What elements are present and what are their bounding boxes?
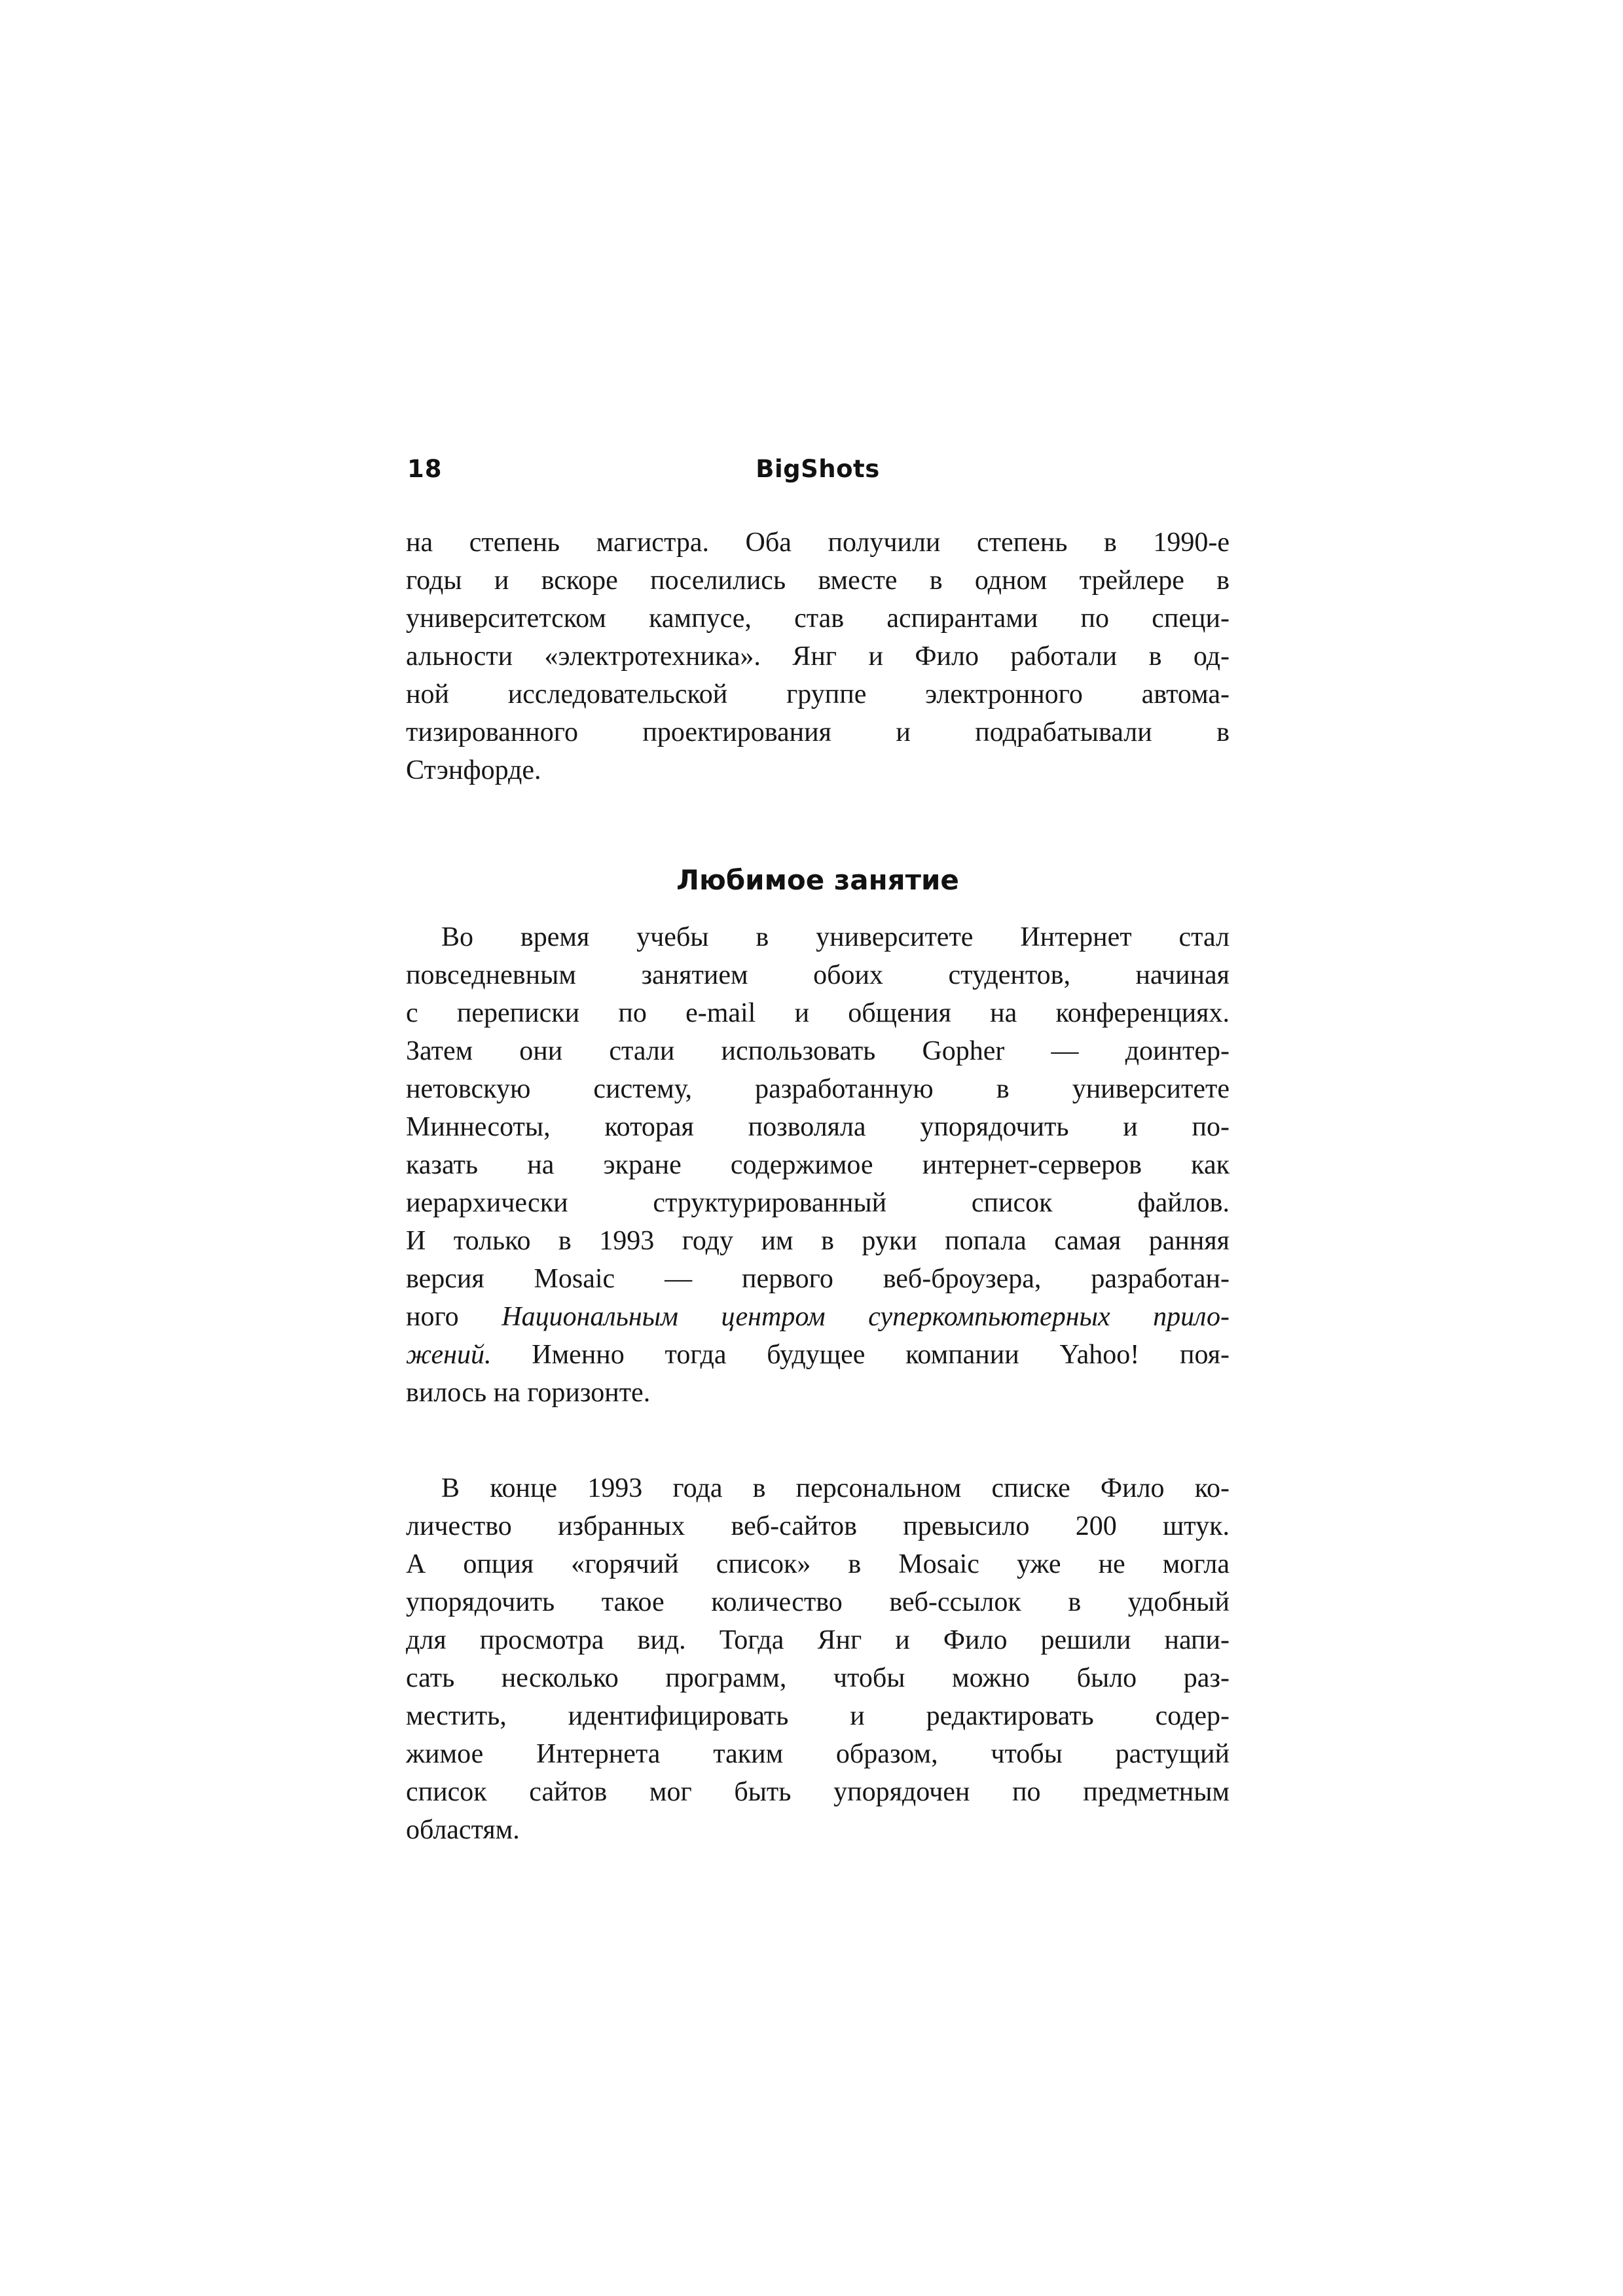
text-segment: Во время учебы в университете Интернет стал [441,922,1230,952]
text-line [406,956,1230,994]
text-line [406,1032,1230,1070]
text-segment: с переписки по e-mail и общения на конференциях. [406,998,1230,1028]
italic-text: Национальным центром суперкомпьютерных прило- [501,1302,1230,1332]
text-line [406,1469,1230,1507]
text-line [406,1374,1230,1412]
text-line [406,1773,1230,1811]
paragraph [406,1469,1230,1849]
running-header [406,454,1230,484]
text-line [406,1811,1230,1849]
text-segment: А опция «горячий список» в Mosaic уже не могла [406,1549,1230,1579]
text-line [406,637,1230,675]
text-segment: нетовскую систему, разработанную в университете [406,1074,1230,1104]
text-line [406,1184,1230,1222]
text-line [406,1298,1230,1336]
text-segment: повседневным занятием обоих студентов, начиная [406,960,1230,990]
paragraph [406,524,1230,789]
text-line [406,1659,1230,1697]
text-line [406,1146,1230,1184]
text-segment: жимое Интернета таким образом, чтобы растущий [406,1739,1230,1769]
page-number: 18 [407,455,443,483]
text-line [406,1697,1230,1735]
text-line [406,918,1230,956]
text-segment: ной исследовательской группе электронного автома- [406,679,1230,709]
text-line [406,600,1230,637]
text-segment: сать несколько программ, чтобы можно было раз- [406,1663,1230,1693]
text-segment: для просмотра вид. Тогда Янг и Фило решили напи- [406,1625,1230,1655]
text-segment: областям. [406,1815,520,1845]
text-segment: иерархически структурированный список файлов. [406,1188,1230,1218]
text-line [406,994,1230,1032]
text-line [406,1583,1230,1621]
text-line [406,1735,1230,1773]
text-segment: казать на экране содержимое интернет-серверов как [406,1150,1230,1180]
text-segment: вилось на горизонте. [406,1378,651,1408]
text-segment: ного [406,1302,502,1332]
text-line [406,1070,1230,1108]
text-segment: Миннесоты, которая позволяла упорядочить и по- [406,1112,1230,1142]
text-line [406,1545,1230,1583]
text-line [406,1260,1230,1298]
text-segment: альности «электротехника». Янг и Фило работали в од- [406,641,1230,672]
text-line [406,1108,1230,1146]
text-segment: И только в 1993 году им в руки попала самая ранняя [406,1226,1230,1256]
text-segment: В конце 1993 года в персональном списке Фило ко- [441,1473,1230,1503]
text-line [406,1336,1230,1374]
text-line [406,524,1230,562]
text-block [406,524,1230,1849]
text-segment: местить, идентифицировать и редактировать содер- [406,1701,1230,1731]
text-segment: версия Mosaic — первого веб-броузера, разработан- [406,1264,1230,1294]
running-title: BigShots [756,455,880,483]
italic-text: жений. [406,1340,492,1370]
page-column [406,454,1230,1849]
text-line [406,675,1230,713]
text-segment: Стэнфорде. [406,755,541,785]
text-segment: университетском кампусе, став аспирантами по специ- [406,603,1230,634]
text-line [406,713,1230,751]
text-line [406,1222,1230,1260]
text-line [406,751,1230,789]
text-segment: личество избранных веб-сайтов превысило 200 штук. [406,1511,1230,1541]
text-segment: список сайтов мог быть упорядочен по предметным [406,1777,1230,1807]
text-segment: Именно тогда будущее компании Yahoo! поя- [491,1340,1230,1370]
text-segment: тизированного проектирования и подрабатывали в [406,717,1230,747]
text-line [406,1621,1230,1659]
paragraph [406,918,1230,1412]
section-heading: Любимое занятие [676,864,959,896]
text-segment: Затем они стали использовать Gopher — доинтер- [406,1036,1230,1066]
text-segment: на степень магистра. Оба получили степень в 1990-е [406,528,1230,558]
text-line [406,1507,1230,1545]
text-segment: упорядочить такое количество веб-ссылок в удобный [406,1587,1230,1617]
text-line [406,562,1230,600]
text-segment: годы и вскоре поселились вместе в одном трейлере в [406,565,1230,596]
